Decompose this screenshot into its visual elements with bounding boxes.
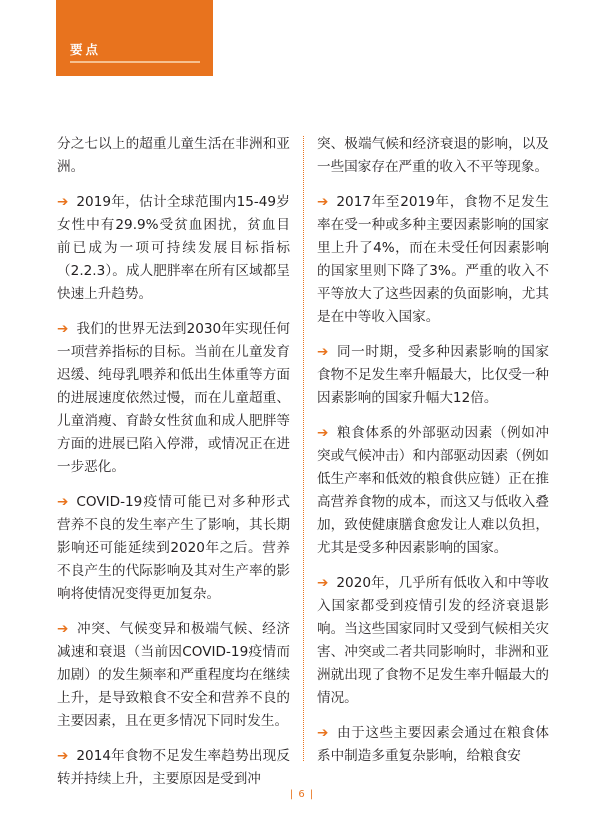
bullet-paragraph xyxy=(57,745,290,791)
paragraph-text: 我们的世界无法到2030年实现任何一项营养指标的目标。当前在儿童发育迟缓、纯母乳喂养和低出生体重等方面的进展速度依然过慢，而在儿童超重、儿童消瘦、育龄女性贫血和成人肥胖等方面的进展已陷入停滞，或情况正在进一步恶化。 xyxy=(57,321,290,475)
column-divider xyxy=(303,136,304,761)
paragraph-text: 2017年至2019年，食物不足发生率在受一种或多种主要因素影响的国家里上升了4%，而在未受任何因素影响的国家里则下降了3%。严重的收入不平等放大了这些因素的负面影响，尤其是在中等收入国家。 xyxy=(317,194,549,325)
bullet-paragraph xyxy=(57,618,290,733)
header-underline xyxy=(70,61,200,63)
bullet-paragraph xyxy=(317,422,549,560)
arrow-bullet-icon: ➔ xyxy=(317,344,329,360)
arrow-bullet-icon: ➔ xyxy=(317,575,329,591)
page-number: | 6 | xyxy=(289,789,315,800)
arrow-bullet-icon: ➔ xyxy=(57,194,69,210)
paragraph-text: COVID-19疫情可能已对多种形式营养不良的发生率产生了影响，其长期影响还可能延续到2020年之后。营养不良产生的代际影响及其对生产率的影响将使情况变得更加复杂。 xyxy=(57,494,290,602)
paragraph-text: 由于这些主要因素会通过在粮食体系中制造多重复杂影响，给粮食安 xyxy=(317,725,549,764)
arrow-bullet-icon: ➔ xyxy=(57,621,69,637)
continued-paragraph xyxy=(57,133,290,179)
arrow-bullet-icon: ➔ xyxy=(317,725,329,741)
paragraph-text: 2014年食物不足发生率趋势出现反转并持续上升，主要原因是受到冲 xyxy=(57,748,290,787)
bullet-paragraph xyxy=(317,191,549,329)
paragraph-text: 同一时期，受多种因素影响的国家食物不足发生率升幅最大，比仅受一种因素影响的国家升幅大12倍。 xyxy=(317,344,549,406)
paragraph-text: 突、极端气候和经济衰退的影响，以及一些国家存在严重的收入不平等现象。 xyxy=(317,136,549,175)
left-column xyxy=(57,133,290,803)
section-header-block xyxy=(56,0,213,76)
right-column xyxy=(317,133,549,780)
bullet-paragraph xyxy=(317,572,549,710)
paragraph-text: 分之七以上的超重儿童生活在非洲和亚洲。 xyxy=(57,136,290,175)
bullet-paragraph xyxy=(317,341,549,410)
paragraph-text: 冲突、气候变异和极端气候、经济减速和衰退（当前因COVID-19疫情而加剧）的发生频率和严重程度均在继续上升，是导致粮食不安全和营养不良的主要因素，且在更多情况下同时发生。 xyxy=(57,621,290,729)
bullet-paragraph xyxy=(57,491,290,606)
arrow-bullet-icon: ➔ xyxy=(317,425,329,441)
bullet-paragraph xyxy=(57,191,290,306)
arrow-bullet-icon: ➔ xyxy=(57,748,69,764)
arrow-bullet-icon: ➔ xyxy=(57,494,69,510)
paragraph-text: 粮食体系的外部驱动因素（例如冲突或气候冲击）和内部驱动因素（例如低生产率和低效的粮食供应链）正在推高营养食物的成本，而这又与低收入叠加，致使健康膳食愈发让人难以负担，尤其是受多种因素影响的国家。 xyxy=(317,425,549,556)
bullet-paragraph xyxy=(57,318,290,479)
paragraph-text: 2019年，估计全球范围内15-49岁女性中有29.9%受贫血困扰，贫血目前已成为一项可持续发展目标指标（2.2.3）。成人肥胖率在所有区域都呈快速上升趋势。 xyxy=(57,194,290,302)
continued-paragraph xyxy=(317,133,549,179)
arrow-bullet-icon: ➔ xyxy=(57,321,69,337)
arrow-bullet-icon: ➔ xyxy=(317,194,329,210)
bullet-paragraph xyxy=(317,722,549,768)
section-title: 要点 xyxy=(70,42,102,57)
paragraph-text: 2020年，几乎所有低收入和中等收入国家都受到疫情引发的经济衰退影响。当这些国家同时又受到气候相关灾害、冲突或二者共同影响时，非洲和亚洲就出现了食物不足发生率升幅最大的情况。 xyxy=(317,575,549,706)
